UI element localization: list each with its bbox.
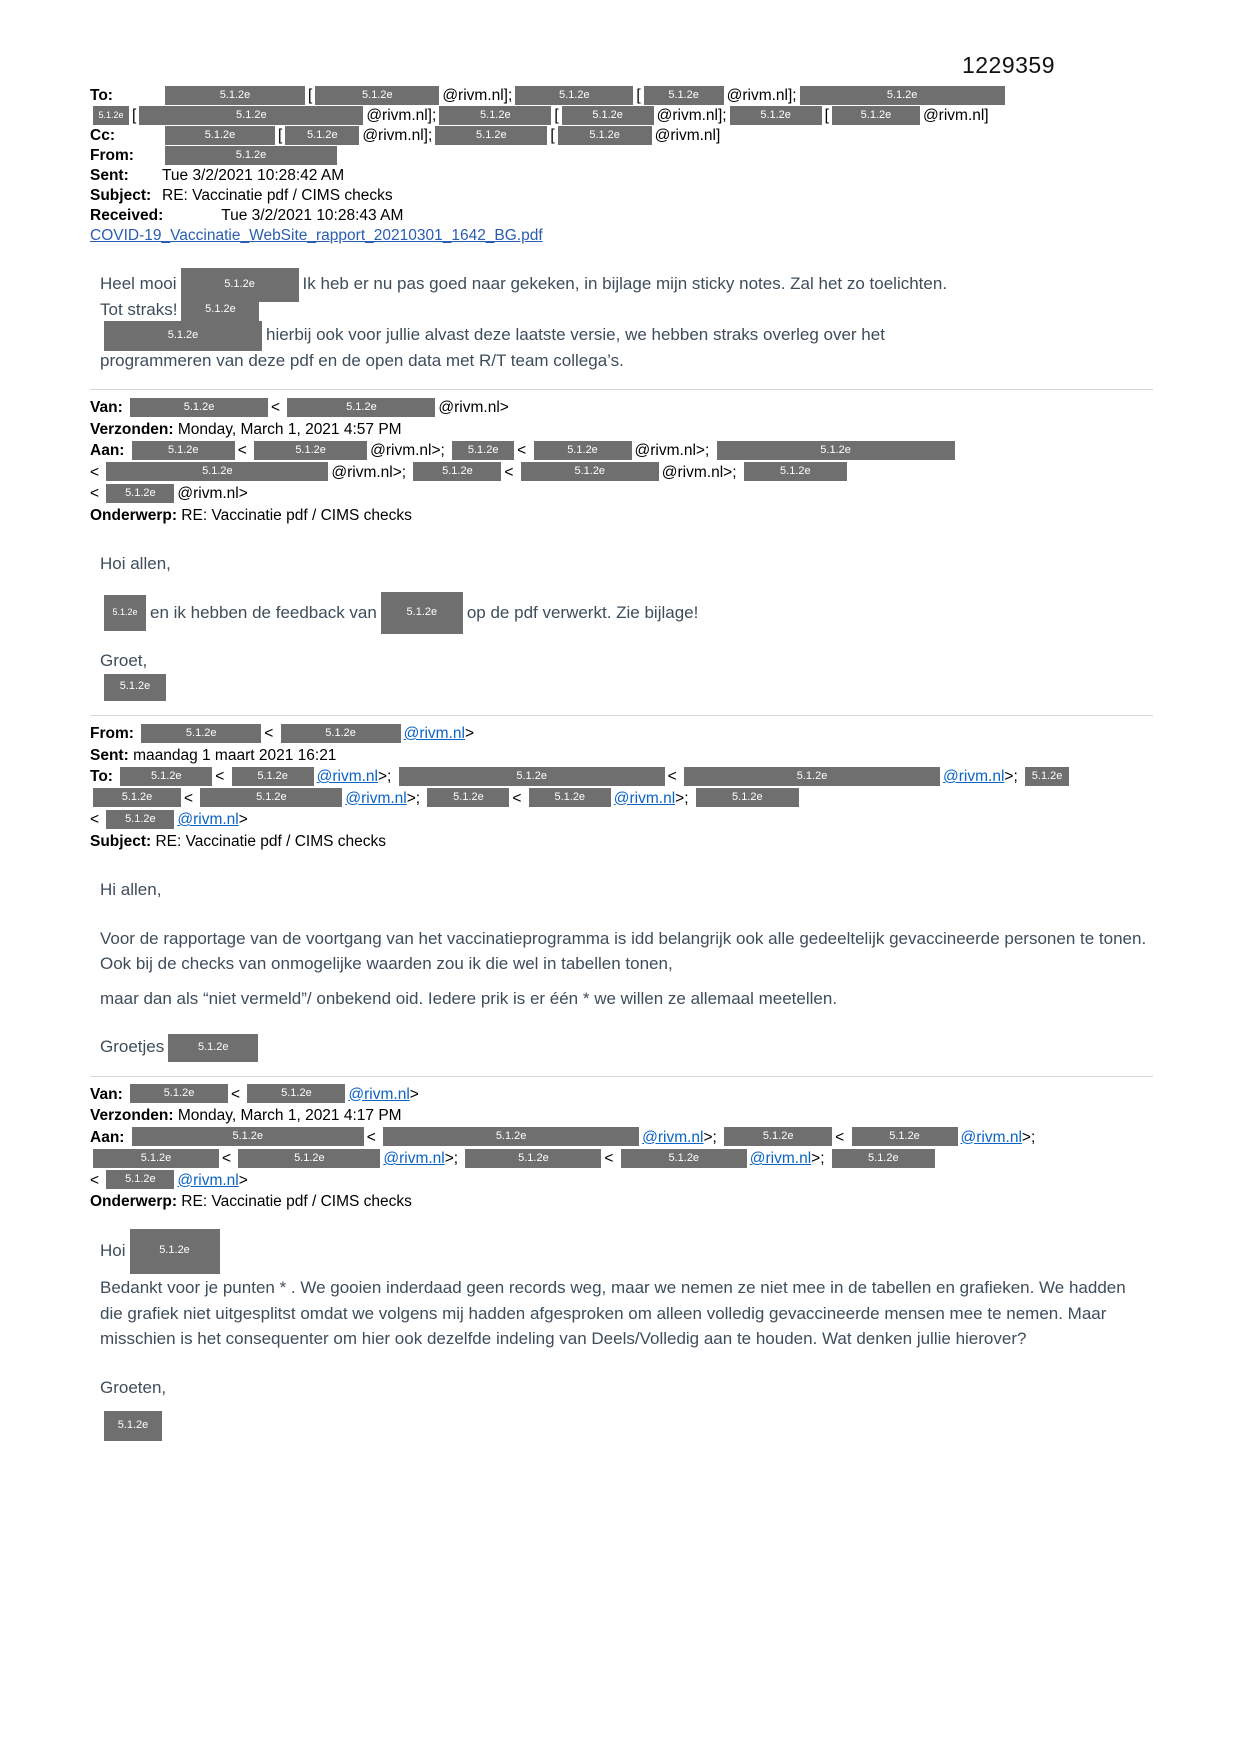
redaction-box: 5.1.2e [465, 1149, 601, 1168]
verzonden-line [90, 1105, 1153, 1127]
redaction-box: 5.1.2e [247, 1084, 345, 1103]
paragraph-line [100, 297, 1153, 323]
text-span: [ [278, 127, 283, 144]
text-span: < [215, 768, 229, 785]
redaction-box: 5.1.2e [562, 106, 654, 125]
sent-line [90, 745, 1153, 767]
text-span: < [231, 1085, 245, 1103]
text-span: >; [1021, 1128, 1036, 1146]
redaction-box: 5.1.2e [285, 126, 359, 145]
email-address-link[interactable]: @rivm.nl [943, 768, 1005, 785]
paragraph-line [100, 600, 1153, 626]
email-2-header [90, 397, 1153, 526]
text-span: < [264, 725, 278, 742]
blank-line [100, 903, 1153, 926]
field-label: Subject: [90, 187, 152, 204]
text-span: > [238, 811, 248, 828]
redaction-box: 5.1.2e [521, 462, 659, 481]
text-span: @rivm.nl]; [656, 107, 727, 124]
email-address-link[interactable]: @rivm.nl [383, 1150, 445, 1167]
text-span: < [366, 1128, 381, 1146]
redaction-box: 5.1.2e [315, 86, 439, 105]
signoff-line [100, 1375, 1153, 1401]
aan-line-1 [90, 440, 1153, 462]
text-span: [ [636, 87, 641, 104]
field-label: To: [90, 768, 118, 785]
text-span: @rivm.nl> [438, 399, 509, 416]
redaction-box: 5.1.2e [696, 788, 799, 807]
text-span: [ [554, 107, 559, 124]
blank-line [100, 528, 1153, 551]
text-span: < [222, 1150, 236, 1167]
greeting-line [100, 1238, 1153, 1264]
text-span: >; [811, 1150, 829, 1167]
text-span: < [604, 1150, 618, 1167]
text-span: Voor de rapportage van de voortgang van het vaccinatieprogramma is idd belangrijk ook alle gedeeltelijk gevaccineerde personen te tonen. Ook bij de checks van onmogelijke waarden zou ik die wel in tabellen tonen, [100, 928, 1147, 973]
text-span: @rivm.nl> [177, 485, 248, 502]
attachment-link[interactable]: COVID-19_Vaccinatie_WebSite_rapport_20210301_1642_BG.pdf [90, 227, 543, 244]
text-span: op de pdf verwerkt. Zie bijlage! [466, 602, 699, 622]
email-4-body [90, 1215, 1153, 1438]
email-address-link[interactable]: @rivm.nl [960, 1128, 1022, 1146]
field-label: Van: [90, 399, 128, 416]
redaction-box: 5.1.2e [287, 398, 435, 417]
redaction-box: 5.1.2e [800, 86, 1005, 105]
redaction-box: 5.1.2e [435, 126, 547, 145]
subject-line [90, 186, 1153, 206]
redaction-box: 5.1.2e [132, 1127, 364, 1146]
redaction-box: 5.1.2e [534, 441, 632, 460]
redaction-box: 5.1.2e [139, 106, 363, 125]
redaction-box: 5.1.2e [130, 1229, 220, 1274]
signoff-line [100, 648, 1153, 674]
greeting-line [100, 877, 1153, 903]
field-label: To: [90, 87, 113, 104]
redaction-box: 5.1.2e [439, 106, 551, 125]
email-address-link[interactable]: @rivm.nl [403, 725, 465, 742]
email-4-header [90, 1084, 1153, 1213]
redaction-box: 5.1.2e [452, 441, 514, 460]
redaction-box: 5.1.2e [93, 106, 129, 125]
redaction-box: 5.1.2e [165, 126, 275, 145]
redaction-box: 5.1.2e [717, 441, 955, 460]
field-label: Cc: [90, 127, 115, 144]
spacer [163, 219, 221, 220]
redaction-box: 5.1.2e [106, 810, 174, 829]
email-address-link[interactable]: @rivm.nl [316, 768, 378, 785]
signature-line [100, 674, 1153, 700]
text-span: < [271, 399, 285, 416]
email-address-link[interactable]: @rivm.nl [348, 1085, 410, 1103]
text-span: < [835, 1128, 849, 1146]
van-line [90, 1084, 1153, 1106]
greeting-line [100, 551, 1153, 577]
text-span: RE: Vaccinatie pdf / CIMS checks [155, 832, 387, 850]
redaction-box: 5.1.2e [106, 1170, 174, 1189]
field-label: Verzonden: [90, 1107, 178, 1124]
onderwerp-line [90, 505, 1153, 527]
text-span: [ [824, 107, 829, 124]
blank-line [100, 1215, 1153, 1238]
redaction-box: 5.1.2e [93, 788, 181, 807]
redaction-box: 5.1.2e [165, 86, 305, 105]
email-1-body [90, 248, 1153, 373]
redaction-box: 5.1.2e [104, 674, 166, 701]
paragraph-line [100, 1275, 1153, 1352]
redaction-box: 5.1.2e [238, 1149, 380, 1168]
text-span: RE: Vaccinatie pdf / CIMS checks [181, 1193, 412, 1210]
text-span: < [184, 789, 198, 807]
text-span: >; [406, 789, 425, 807]
redaction-box: 5.1.2e [399, 767, 665, 786]
text-span: > [464, 725, 475, 742]
email-3-body [90, 854, 1153, 1060]
email-thread [90, 86, 1153, 1438]
text-span: @rivm.nl] [922, 107, 989, 124]
text-span: @rivm.nl]; [366, 107, 437, 124]
text-span: Heel mooi [100, 274, 177, 293]
redaction-box: 5.1.2e [381, 592, 463, 634]
blank-line [100, 854, 1153, 877]
email-1-header [90, 86, 1153, 246]
subject-line [90, 831, 1153, 853]
email-message-1 [90, 86, 1153, 373]
text-span: en ik hebben de feedback van [150, 602, 377, 622]
email-3-header [90, 723, 1153, 852]
paragraph-line [100, 926, 1153, 977]
from-line [90, 723, 1153, 745]
field-label: Sent: [90, 746, 134, 764]
text-span: Ik heb er nu pas goed naar gekeken, in bijlage mijn sticky notes. Zal het zo toelichten. [302, 274, 948, 293]
text-span: Groet, [100, 651, 148, 670]
text-span: Bedankt voor je punten * . We gooien inderdaad geen records weg, maar we nemen ze niet mee in de tabellen en grafieken. We hadden die grafiek niet uitgesplitst omdat we volgens mij hadden afgesproken om alleen volledig gevaccineerde mensen mee te nemen. Maar misschien is het consequenter om hier ook dezelfde indeling van Deels/Volledig aan te houden. Wat denken jullie hierover? [100, 1278, 1126, 1348]
text-span: < [504, 463, 518, 481]
redaction-box: 5.1.2e [832, 106, 920, 125]
signature-line [100, 1412, 1153, 1438]
text-span: Tue 3/2/2021 10:28:42 AM [162, 167, 345, 184]
paragraph-line [100, 348, 1153, 374]
text-span: > [409, 1085, 419, 1103]
redaction-box: 5.1.2e [1025, 767, 1069, 786]
redaction-box: 5.1.2e [104, 321, 262, 351]
to-line-1 [90, 766, 1153, 788]
redaction-box: 5.1.2e [181, 268, 299, 302]
text-span: < [512, 789, 526, 807]
text-span: >; [703, 1128, 722, 1146]
redaction-box: 5.1.2e [413, 462, 501, 481]
field-label: Received: [90, 207, 164, 224]
van-line [90, 397, 1153, 419]
blank-line [100, 625, 1153, 648]
text-span: < [90, 485, 104, 502]
redaction-box: 5.1.2e [515, 86, 633, 105]
redaction-box: 5.1.2e [120, 767, 212, 786]
redaction-box: 5.1.2e [168, 1034, 258, 1062]
document-number: 1229359 [961, 52, 1055, 78]
redaction-box: 5.1.2e [281, 724, 401, 743]
text-span: Monday, March 1, 2021 4:57 PM [177, 420, 402, 438]
redaction-box: 5.1.2e [181, 293, 259, 327]
redaction-box: 5.1.2e [529, 788, 611, 807]
text-span: Hoi allen, [100, 554, 171, 573]
field-label: From: [90, 147, 134, 164]
redaction-box: 5.1.2e [621, 1149, 747, 1168]
redaction-box: 5.1.2e [132, 441, 235, 460]
text-span: Tot straks! [100, 299, 178, 319]
email-message-4 [90, 1076, 1153, 1438]
text-span: >; [1004, 768, 1023, 785]
text-span: < [90, 463, 104, 481]
aan-line-2 [90, 1148, 1153, 1170]
text-span: programmeren van deze pdf en de open data met R/T team collega’s. [100, 350, 624, 370]
paragraph-line [100, 986, 1153, 1012]
redaction-box: 5.1.2e [232, 767, 314, 786]
redaction-box: 5.1.2e [427, 788, 509, 807]
text-span: @rivm.nl]; [726, 87, 797, 104]
redaction-box: 5.1.2e [165, 146, 337, 165]
text-span: maar dan als “niet vermeld”/ onbekend oid. Iedere prik is er één * we willen ze allemaal meetellen. [100, 988, 838, 1008]
text-span: < [517, 442, 531, 459]
aan-line-1 [90, 1127, 1153, 1149]
redaction-box: 5.1.2e [558, 126, 652, 145]
blank-line [100, 1400, 1153, 1412]
redaction-box: 5.1.2e [684, 767, 940, 786]
text-span: hierbij ook voor jullie alvast deze laatste versie, we hebben straks overleg over het [266, 325, 885, 344]
text-span: Hoi [100, 1240, 126, 1260]
redaction-box: 5.1.2e [141, 724, 261, 743]
redaction-box: 5.1.2e [744, 462, 847, 481]
blank-line [100, 1263, 1153, 1275]
email-2-body [90, 528, 1153, 699]
email-address-link[interactable]: @rivm.nl [177, 811, 239, 828]
email-address-link[interactable]: @rivm.nl [642, 1128, 704, 1146]
text-span: @rivm.nl>; [331, 463, 411, 481]
signoff-line [100, 1034, 1153, 1060]
email-address-link[interactable]: @rivm.nl [177, 1171, 239, 1189]
text-span: < [90, 1171, 104, 1189]
attachment-line [90, 226, 1153, 246]
text-span: [ [132, 107, 137, 124]
redaction-box: 5.1.2e [383, 1127, 639, 1146]
to-line-3 [90, 809, 1153, 831]
paragraph-line [100, 322, 1153, 348]
email-message-3 [90, 715, 1153, 1060]
text-span: [ [308, 87, 313, 104]
redaction-box: 5.1.2e [130, 1084, 228, 1103]
text-span: RE: Vaccinatie pdf / CIMS checks [181, 506, 412, 524]
text-span: >; [444, 1150, 463, 1167]
to-line-2 [90, 788, 1153, 810]
field-label: Aan: [90, 1128, 129, 1146]
sent-line [90, 166, 1153, 186]
text-span: < [90, 811, 104, 828]
redaction-box: 5.1.2e [852, 1127, 958, 1146]
field-label: Aan: [90, 442, 129, 459]
text-span: > [238, 1171, 248, 1189]
redaction-box: 5.1.2e [724, 1127, 832, 1146]
field-label: Onderwerp: [90, 1193, 182, 1210]
redaction-box: 5.1.2e [130, 398, 268, 417]
redaction-box: 5.1.2e [104, 595, 146, 631]
text-span: >; [675, 789, 693, 807]
redaction-box: 5.1.2e [832, 1149, 935, 1168]
redaction-box: 5.1.2e [93, 1149, 219, 1168]
blank-line [100, 577, 1153, 600]
received-line [90, 206, 1153, 226]
redaction-box: 5.1.2e [106, 462, 328, 481]
text-span: Hi allen, [100, 880, 162, 899]
blank-line [100, 1011, 1153, 1034]
text-span: Groeten, [100, 1377, 167, 1397]
email-address-link[interactable]: @rivm.nl [613, 789, 676, 807]
text-span: @rivm.nl>; [370, 442, 450, 459]
text-span: < [667, 768, 682, 785]
text-span: < [237, 442, 252, 459]
redaction-box: 5.1.2e [106, 484, 174, 503]
text-span: @rivm.nl]; [442, 87, 513, 104]
text-span: [ [550, 127, 555, 144]
aan-line-3 [90, 1170, 1153, 1192]
redaction-box: 5.1.2e [104, 1411, 162, 1441]
field-label: Verzonden: [90, 420, 178, 438]
text-span: Monday, March 1, 2021 4:17 PM [177, 1107, 402, 1124]
onderwerp-line [90, 1191, 1153, 1213]
aan-line-2 [90, 462, 1153, 484]
blank-line [100, 1352, 1153, 1375]
redaction-box: 5.1.2e [200, 788, 342, 807]
field-label: Onderwerp: [90, 506, 182, 524]
email-message-2 [90, 389, 1153, 699]
text-span: @rivm.nl>; [634, 442, 714, 459]
text-span: @rivm.nl] [654, 127, 721, 144]
to-line-2 [90, 106, 1153, 126]
field-label: Van: [90, 1085, 128, 1103]
text-span: Groetjes [100, 1037, 165, 1056]
text-span: @rivm.nl>; [661, 463, 741, 481]
redaction-box: 5.1.2e [254, 441, 367, 460]
from-line [90, 146, 1153, 166]
email-address-link[interactable]: @rivm.nl [749, 1150, 812, 1167]
cc-line [90, 126, 1153, 146]
text-span: @rivm.nl]; [362, 127, 433, 144]
verzonden-line [90, 419, 1153, 441]
to-line-1 [90, 86, 1153, 106]
text-span: maandag 1 maart 2021 16:21 [133, 746, 337, 764]
text-span: RE: Vaccinatie pdf / CIMS checks [162, 187, 393, 204]
field-label: From: [90, 725, 139, 742]
aan-line-3 [90, 483, 1153, 505]
text-span: >; [378, 768, 396, 785]
text-span: Tue 3/2/2021 10:28:43 AM [221, 207, 404, 224]
email-address-link[interactable]: @rivm.nl [345, 789, 407, 807]
redaction-box: 5.1.2e [730, 106, 822, 125]
field-label: Subject: [90, 832, 156, 850]
redaction-box: 5.1.2e [644, 86, 724, 105]
field-label: Sent: [90, 167, 129, 184]
